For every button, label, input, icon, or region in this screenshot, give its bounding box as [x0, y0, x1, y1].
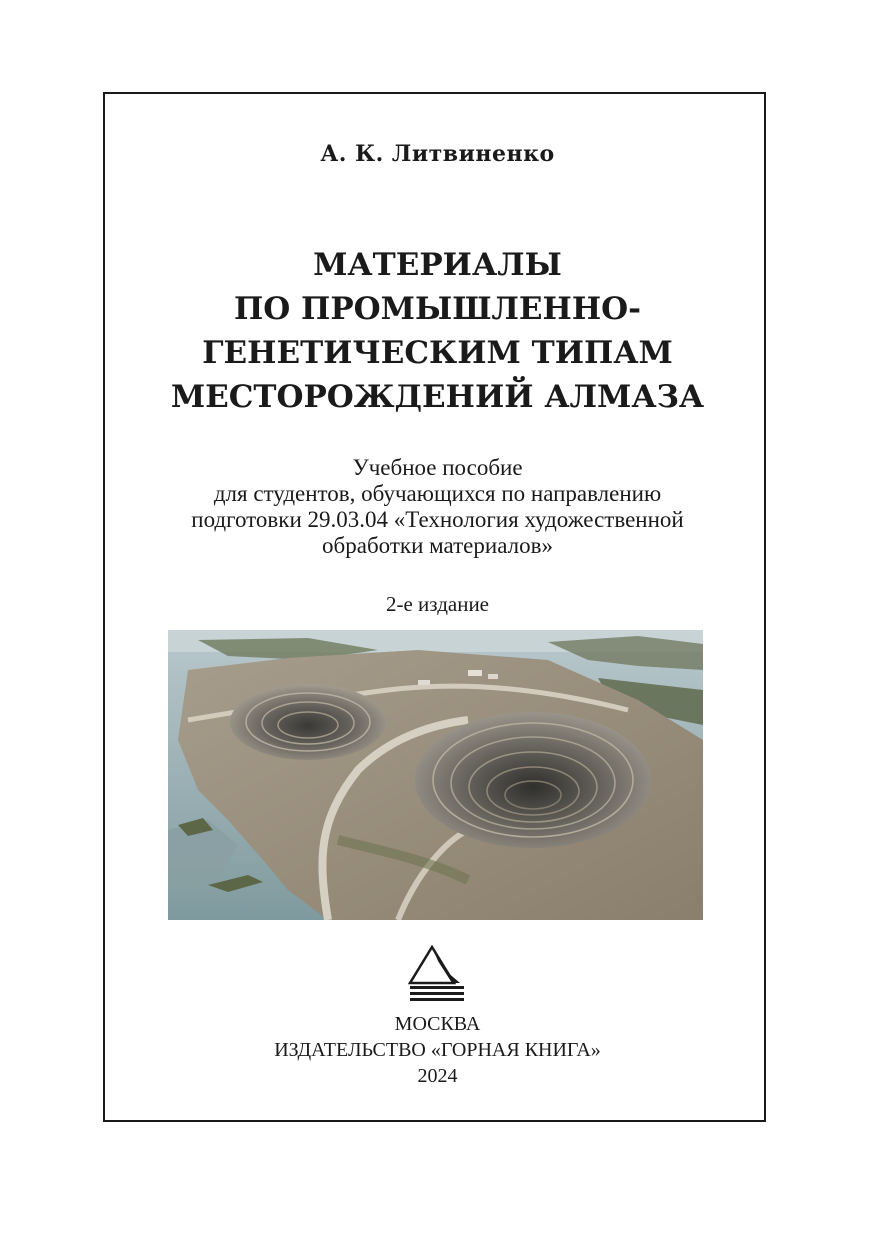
book-title — [0, 243, 875, 419]
subtitle-line: для студентов, обучающихся по направлению — [213, 481, 662, 506]
subtitle-line: обработки материалов» — [322, 533, 553, 558]
title-line: ГЕНЕТИЧЕСКИМ ТИПАМ — [202, 335, 673, 371]
open-pit-mine-illustration — [168, 630, 703, 920]
edition-label: 2-е издание — [385, 592, 490, 616]
title-line: МАТЕРИАЛЫ — [313, 247, 562, 283]
publisher-logo-icon — [406, 943, 468, 1003]
title-line: МЕСТОРОЖДЕНИЙ АЛМАЗА — [170, 379, 705, 415]
imprint-year: 2024 — [417, 1065, 458, 1087]
author-name: А. К. Литвиненко — [320, 141, 555, 167]
book-subtitle — [0, 455, 875, 559]
subtitle-line: Учебное пособие — [352, 455, 523, 480]
title-line: ПО ПРОМЫШЛЕННО- — [233, 291, 642, 327]
cover-photo — [168, 630, 703, 920]
imprint-publisher: ИЗДАТЕЛЬСТВО «ГОРНАЯ КНИГА» — [274, 1039, 601, 1061]
imprint-city: МОСКВА — [394, 1013, 481, 1035]
subtitle-line: подготовки 29.03.04 «Технология художественной — [191, 507, 684, 532]
